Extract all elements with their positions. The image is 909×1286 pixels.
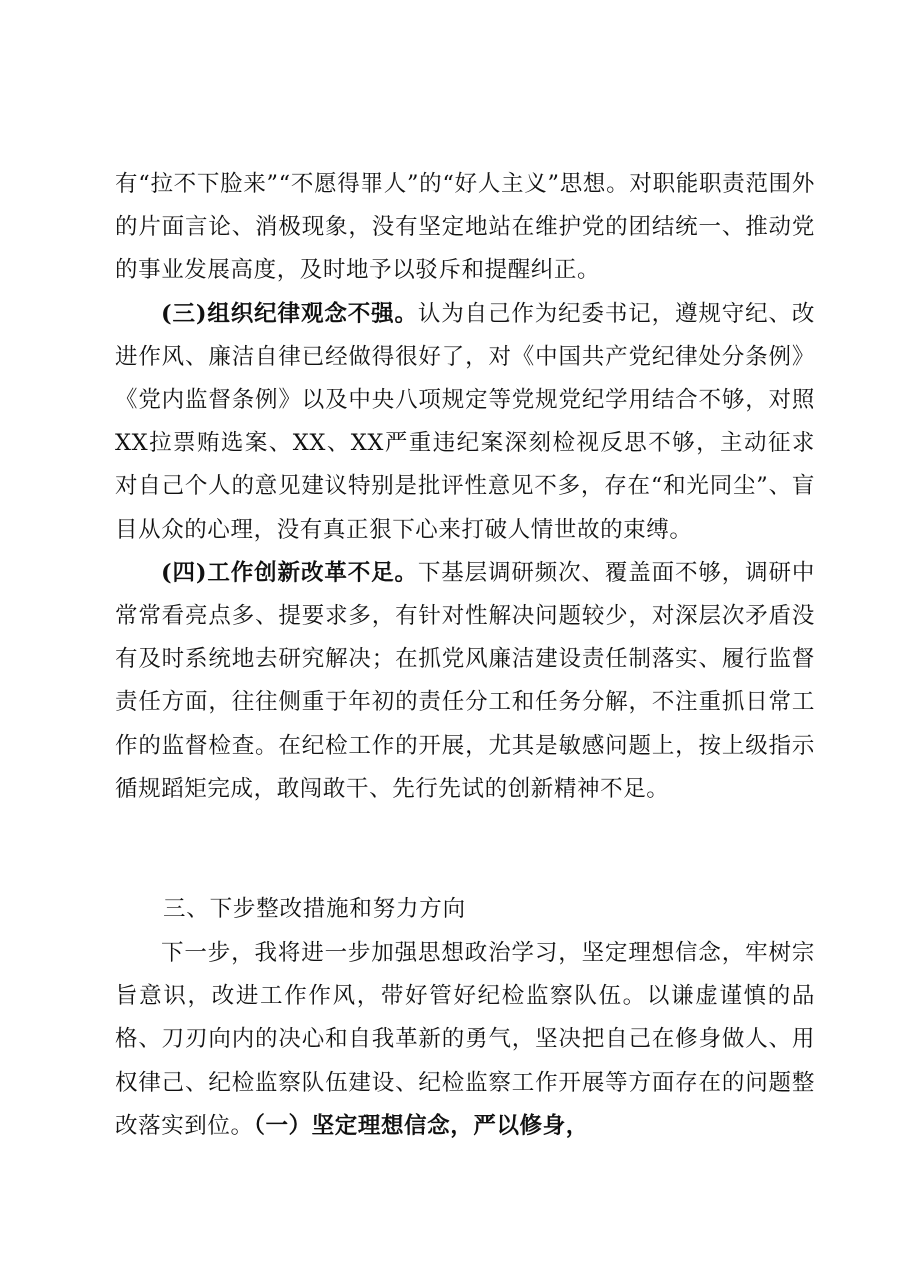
section-heading: 三、下步整改措施和努力方向 — [163, 896, 466, 922]
body-text-lower — [115, 932, 815, 1148]
paragraph-text: 下基层调研频次、覆盖面不够，调研中常常看亮点多、提要求多，有针对性解决问题较少，对深层次矛盾没有及时系统地去研究解决；在抓党风廉洁建设责任制落实、履行监督责任方面，往往侧重于年初的责任分工和任务分解，不注重抓日常工作的监督检查。在纪检工作的开展，尤其是敏感问题上，按上级指示循规蹈矩完成，敢闯敢干、先行先试的创新精神不足。 — [115, 559, 815, 802]
paragraph-text: 认为自己作为纪委书记，遵规守纪、改进作风、廉洁自律已经做得很好了，对《中国共产党纪律处分条例》《党内监督条例》以及中央八项规定等党规党纪学用结合不够，对照XX拉票贿选案、XX、XX严重违纪案深刻检视反思不够，主动征求对自己个人的意见建议特别是批评性意见不多，存在“和光同尘”、盲目从众的心理，没有真正狠下心来打破人情世故的束缚。 — [115, 300, 815, 543]
paragraph-organizational-discipline — [115, 293, 815, 552]
paragraph-heading: (三)组织纪律观念不强。 — [161, 300, 418, 327]
paragraph-continuation — [115, 163, 815, 293]
paragraph-text: 下一步，我将进一步加强思想政治学习，坚定理想信念，牢树宗旨意识，改进工作作风，带好管好纪检监察队伍。以谦虚谨慎的品格、刀刃向内的决心和自我革新的勇气，坚决把自己在修身做人、用权律己、纪检监察队伍建设、纪检监察工作开展等方面存在的问题整改落实到位。 — [115, 940, 815, 1139]
paragraph-heading: (四)工作创新改革不足。 — [161, 559, 418, 586]
body-text-upper — [115, 163, 815, 811]
paragraph-text: 有“拉不下脸来”“不愿得罪人”的“好人主义”思想。对职能职责范围外的片面言论、消极现象，没有坚定地站在维护党的团结统一、推动党的事业发展高度，及时地予以驳斥和提醒纠正。 — [115, 171, 815, 284]
paragraph-heading: （一）坚定理想信念，严以修身， — [253, 1112, 589, 1139]
paragraph-work-innovation — [115, 552, 815, 811]
paragraph-next-steps — [115, 932, 815, 1148]
